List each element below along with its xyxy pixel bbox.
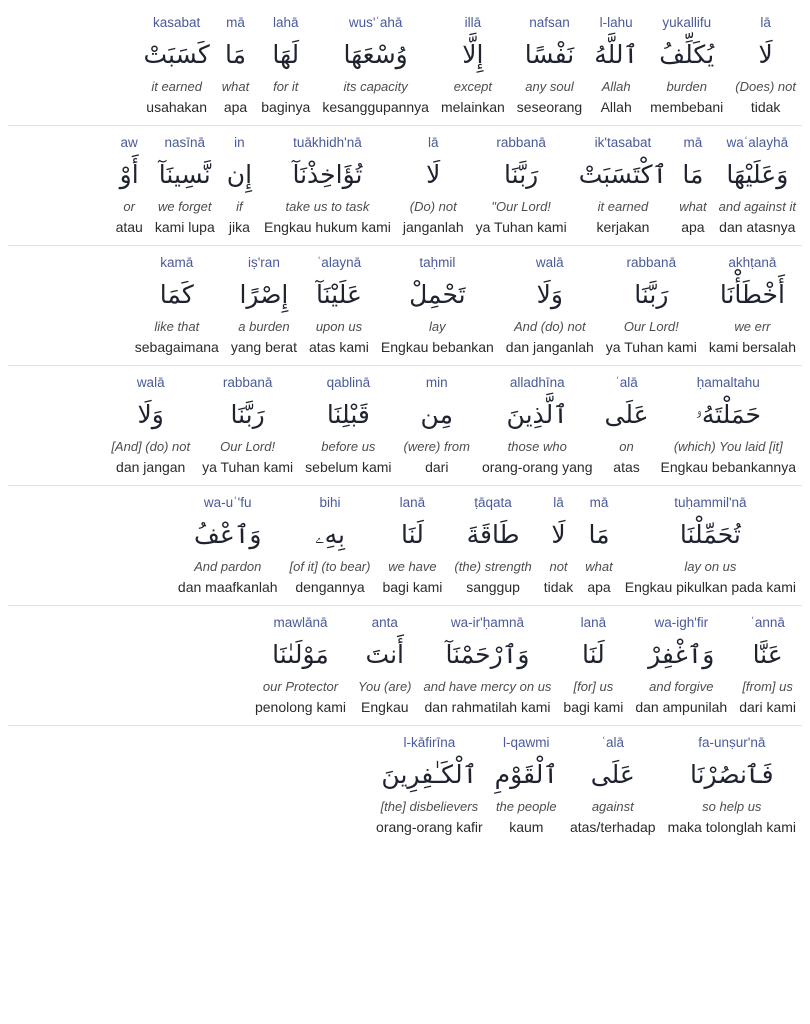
word-cell[interactable]	[316, 12, 435, 117]
word-transliteration[interactable]: l-qawmi	[503, 735, 550, 750]
word-arabic[interactable]: عَلَى	[604, 400, 649, 429]
word-arabic[interactable]: وَلَا	[137, 400, 164, 429]
word-cell[interactable]	[249, 612, 352, 717]
word-arabic[interactable]: وُسْعَهَا	[343, 40, 408, 69]
word-indonesian-gloss: jika	[228, 219, 250, 235]
word-cell[interactable]	[225, 252, 303, 357]
word-arabic[interactable]: قَبْلِنَا	[326, 400, 370, 429]
word-indonesian-gloss: kaum	[509, 819, 544, 835]
word-indonesian-gloss: yang berat	[230, 339, 297, 355]
word-arabic[interactable]: لَهَا	[272, 40, 300, 69]
word-indonesian-gloss: kerjakan	[596, 219, 650, 235]
word-cell[interactable]	[376, 492, 448, 597]
word-cell[interactable]	[557, 612, 629, 717]
word-transliteration[interactable]: lā	[428, 135, 439, 150]
word-arabic[interactable]: إِن	[226, 160, 253, 189]
word-indonesian-gloss: dan jangan	[116, 459, 186, 475]
word-cell[interactable]	[733, 612, 802, 717]
word-cell[interactable]	[299, 372, 397, 477]
word-cell[interactable]	[255, 12, 316, 117]
word-indonesian-gloss: ya Tuhan kami	[202, 459, 294, 475]
word-transliteration[interactable]: in	[234, 135, 245, 150]
word-cell[interactable]	[579, 492, 618, 597]
word-arabic[interactable]: أَخْطَأْنَا	[719, 280, 785, 309]
word-transliteration[interactable]: fa-unṣur'nā	[698, 735, 766, 750]
word-cell[interactable]	[196, 372, 299, 477]
word-arabic[interactable]: أَوْ	[119, 160, 139, 189]
word-cell[interactable]	[129, 252, 225, 357]
word-cell[interactable]	[655, 372, 802, 477]
word-cell[interactable]	[398, 372, 476, 477]
word-english-gloss: we err	[734, 319, 771, 334]
word-indonesian-gloss: dan atasnya	[719, 219, 796, 235]
word-cell[interactable]	[619, 492, 802, 597]
word-cell[interactable]	[284, 492, 377, 597]
word-arabic[interactable]: ٱلَّذِينَ	[506, 400, 568, 429]
word-transliteration[interactable]: akhṭanā	[728, 255, 777, 270]
word-english-gloss: And (do) not	[514, 319, 586, 334]
word-transliteration[interactable]: taḥmil	[419, 255, 456, 270]
word-english-gloss: upon us	[315, 319, 363, 334]
word-cell[interactable]	[105, 372, 196, 477]
word-english-gloss: (the) strength	[454, 559, 532, 574]
word-transliteration[interactable]: lā	[553, 495, 564, 510]
word-transliteration[interactable]: ḥamaltahu	[696, 375, 760, 390]
word-indonesian-gloss: Allah	[600, 99, 632, 115]
word-indonesian-gloss: atas/terhadap	[569, 819, 656, 835]
word-indonesian-gloss: kami lupa	[154, 219, 215, 235]
word-indonesian-gloss: Engkau bebankan	[380, 339, 494, 355]
word-transliteration[interactable]: nasīnā	[164, 135, 206, 150]
word-indonesian-gloss: Engkau pikulkan pada kami	[624, 579, 796, 595]
word-transliteration[interactable]: ik'tasabat	[594, 135, 652, 150]
word-english-gloss: we forget	[158, 199, 212, 214]
word-english-gloss: or	[123, 199, 135, 214]
word-indonesian-gloss: apa	[223, 99, 248, 115]
word-arabic[interactable]: وَٱرْحَمْنَآ	[445, 640, 530, 669]
word-indonesian-gloss: maka tolonglah kami	[667, 819, 796, 835]
word-arabic[interactable]: مَا	[682, 160, 704, 189]
word-arabic[interactable]: عَلَى	[590, 760, 635, 789]
verse-row	[8, 486, 802, 606]
word-english-gloss: what	[679, 199, 707, 214]
word-cell[interactable]	[476, 372, 599, 477]
word-cell[interactable]	[470, 132, 573, 237]
word-arabic[interactable]: لَا	[551, 520, 566, 549]
word-english-gloss: Allah	[601, 79, 631, 94]
word-cell[interactable]	[713, 132, 802, 237]
word-transliteration[interactable]: nafsan	[529, 15, 570, 30]
word-indonesian-gloss: orang-orang yang	[481, 459, 593, 475]
word-arabic[interactable]: لَا	[758, 40, 773, 69]
word-english-gloss: and have mercy on us	[423, 679, 552, 694]
word-transliteration[interactable]: wa-ir'ḥamnā	[450, 615, 525, 630]
word-cell[interactable]	[221, 132, 258, 237]
word-transliteration[interactable]: iṣ'ran	[247, 255, 280, 270]
verse-rows-container	[8, 6, 802, 845]
word-transliteration[interactable]: ʿalaynā	[316, 255, 362, 270]
word-transliteration[interactable]: tuḥammil'nā	[674, 495, 747, 510]
word-english-gloss: its capacity	[343, 79, 408, 94]
word-transliteration[interactable]: rabbanā	[496, 135, 546, 150]
word-cell[interactable]	[600, 252, 703, 357]
word-arabic[interactable]: ٱللَّهُ	[594, 40, 639, 69]
word-english-gloss: like that	[154, 319, 200, 334]
word-transliteration[interactable]: l-lahu	[599, 15, 633, 30]
word-cell[interactable]	[538, 492, 580, 597]
word-transliteration[interactable]: waʿalayhā	[726, 135, 789, 150]
word-arabic[interactable]: تُؤَاخِذْنَآ	[292, 160, 363, 189]
word-indonesian-gloss: dan rahmatilah kami	[424, 699, 551, 715]
word-english-gloss: and against it	[718, 199, 796, 214]
word-english-gloss: our Protector	[262, 679, 339, 694]
word-english-gloss: for it	[273, 79, 299, 94]
word-arabic[interactable]: رَبَّنَا	[634, 280, 669, 309]
word-transliteration[interactable]: bihi	[319, 495, 341, 510]
word-transliteration[interactable]: kamā	[160, 255, 194, 270]
word-transliteration[interactable]: mā	[589, 495, 609, 510]
word-arabic[interactable]: مَا	[225, 40, 247, 69]
word-transliteration[interactable]: lanā	[580, 615, 607, 630]
word-indonesian-gloss: melainkan	[440, 99, 505, 115]
verse-row	[8, 726, 802, 845]
word-english-gloss: burden	[666, 79, 707, 94]
word-transliteration[interactable]: tuākhidh'nā	[293, 135, 362, 150]
word-indonesian-gloss: Engkau	[361, 699, 409, 715]
word-indonesian-gloss: atas	[613, 459, 640, 475]
word-transliteration[interactable]: walā	[136, 375, 165, 390]
word-transliteration[interactable]: ʿalā	[615, 375, 638, 390]
word-cell[interactable]	[662, 732, 802, 837]
word-indonesian-gloss: janganlah	[402, 219, 464, 235]
word-english-gloss: a burden	[238, 319, 290, 334]
word-cell[interactable]	[110, 132, 149, 237]
word-transliteration[interactable]: mawlānā	[273, 615, 328, 630]
word-transliteration[interactable]: rabbanā	[222, 375, 273, 390]
word-transliteration[interactable]: lā	[760, 15, 771, 30]
word-transliteration[interactable]: aw	[120, 135, 138, 150]
word-cell[interactable]	[448, 492, 537, 597]
word-arabic[interactable]: لَنَا	[581, 640, 605, 669]
verse-row	[8, 606, 802, 726]
word-indonesian-gloss: dan maafkanlah	[177, 579, 278, 595]
word-transliteration[interactable]: lahā	[273, 15, 299, 30]
word-indonesian-gloss: atau	[115, 219, 143, 235]
word-arabic[interactable]: مَا	[588, 520, 610, 549]
word-transliteration[interactable]: lanā	[399, 495, 426, 510]
word-indonesian-gloss: usahakan	[146, 99, 207, 115]
word-indonesian-gloss: dengannya	[295, 579, 365, 595]
word-arabic[interactable]: رَبَّنَا	[504, 160, 539, 189]
word-english-gloss: and forgive	[649, 679, 714, 694]
word-cell[interactable]	[418, 612, 558, 717]
word-english-gloss: (Does) not	[735, 79, 796, 94]
word-english-gloss: (were) from	[403, 439, 470, 454]
word-arabic[interactable]: إِلَّا	[462, 40, 484, 69]
word-indonesian-gloss: dan ampunilah	[635, 699, 728, 715]
word-arabic[interactable]: رَبَّنَا	[230, 400, 265, 429]
word-english-gloss: lay	[429, 319, 446, 334]
word-arabic[interactable]: تَحْمِلْ	[409, 280, 466, 309]
word-indonesian-gloss: tidak	[750, 99, 781, 115]
word-english-gloss: [And] (do) not	[111, 439, 191, 454]
word-indonesian-gloss: Engkau bebankannya	[660, 459, 796, 475]
word-english-gloss: lay on us	[684, 559, 737, 574]
word-indonesian-gloss: bagi kami	[563, 699, 624, 715]
word-cell[interactable]	[588, 12, 644, 117]
word-transliteration[interactable]: ʿalā	[601, 735, 625, 750]
word-indonesian-gloss: ya Tuhan kami	[605, 339, 697, 355]
word-english-gloss: if	[236, 199, 243, 214]
word-transliteration[interactable]: wa-uʿ'fu	[203, 495, 252, 510]
word-cell[interactable]	[352, 612, 417, 717]
word-transliteration[interactable]: mā	[226, 15, 245, 30]
word-arabic[interactable]: عَنَّا	[752, 640, 783, 669]
word-indonesian-gloss: kesanggupannya	[322, 99, 429, 115]
word-cell[interactable]	[673, 132, 712, 237]
word-arabic[interactable]: وَٱعْفُ	[193, 520, 262, 549]
word-arabic[interactable]: كَمَا	[159, 280, 194, 309]
word-cell[interactable]	[435, 12, 511, 117]
word-cell[interactable]	[138, 12, 216, 117]
word-indonesian-gloss: dan janganlah	[505, 339, 594, 355]
word-indonesian-gloss: kami bersalah	[708, 339, 796, 355]
word-arabic[interactable]: نَّسِينَآ	[158, 160, 211, 189]
word-arabic[interactable]: بِهِۦ	[315, 520, 345, 549]
verse-row	[8, 6, 802, 126]
word-transliteration[interactable]: qablinā	[326, 375, 371, 390]
word-indonesian-gloss: bagi kami	[382, 579, 443, 595]
word-arabic[interactable]: ٱكْتَسَبَتْ	[578, 160, 668, 189]
word-english-gloss: except	[453, 79, 493, 94]
word-english-gloss: [from] us	[742, 679, 793, 694]
word-arabic[interactable]: وَٱغْفِرْ	[648, 640, 715, 669]
word-transliteration[interactable]: wa-igh'fir	[654, 615, 709, 630]
word-english-gloss: before us	[321, 439, 376, 454]
word-cell[interactable]	[564, 732, 662, 837]
word-cell[interactable]	[489, 732, 564, 837]
verse-row	[8, 126, 802, 246]
word-arabic[interactable]: طَاقَةَ	[466, 520, 520, 549]
word-cell[interactable]	[303, 252, 375, 357]
word-cell[interactable]	[375, 252, 500, 357]
word-indonesian-gloss: tidak	[543, 579, 574, 595]
word-cell[interactable]	[644, 12, 729, 117]
word-arabic[interactable]: نَفْسًا	[524, 40, 575, 69]
word-cell[interactable]	[370, 732, 489, 837]
word-english-gloss: what	[221, 79, 250, 94]
word-english-gloss: [of it] (to bear)	[289, 559, 371, 574]
word-english-gloss: not	[549, 559, 568, 574]
word-cell[interactable]	[216, 12, 255, 117]
word-cell[interactable]	[500, 252, 600, 357]
word-transliteration[interactable]: yukallifu	[662, 15, 712, 30]
verse-row	[8, 246, 802, 366]
word-cell[interactable]	[629, 612, 733, 717]
word-indonesian-gloss: orang-orang kafir	[376, 819, 483, 835]
word-arabic[interactable]: حَمَلْتَهُۥ	[695, 400, 761, 429]
word-cell[interactable]	[172, 492, 284, 597]
word-cell[interactable]	[511, 12, 588, 117]
word-cell[interactable]	[599, 372, 655, 477]
word-transliteration[interactable]: min	[425, 375, 448, 390]
word-arabic[interactable]: فَٱنصُرْنَا	[689, 760, 774, 789]
word-transliteration[interactable]: ṭāqata	[474, 495, 512, 510]
word-transliteration[interactable]: alladhīna	[509, 375, 565, 390]
word-arabic[interactable]: عَلَيْنَآ	[316, 280, 362, 309]
word-english-gloss: [the] disbelievers	[380, 799, 479, 814]
word-cell[interactable]	[397, 132, 470, 237]
word-cell[interactable]	[573, 132, 674, 237]
word-english-gloss: what	[585, 559, 613, 574]
word-arabic[interactable]: وَلَا	[536, 280, 563, 309]
word-indonesian-gloss: Engkau hukum kami	[264, 219, 391, 235]
word-indonesian-gloss: penolong kami	[254, 699, 347, 715]
word-indonesian-gloss: sebagaimana	[134, 339, 219, 355]
word-english-gloss: against	[591, 799, 634, 814]
word-indonesian-gloss: sanggup	[466, 579, 520, 595]
word-english-gloss: [for] us	[573, 679, 614, 694]
word-cell[interactable]	[149, 132, 221, 237]
word-indonesian-gloss: dari kami	[739, 699, 796, 715]
word-english-gloss: we have	[388, 559, 437, 574]
word-cell[interactable]	[703, 252, 802, 357]
word-english-gloss: those who	[507, 439, 567, 454]
word-indonesian-gloss: baginya	[261, 99, 311, 115]
word-arabic[interactable]: وَعَلَيْهَا	[726, 160, 789, 189]
word-transliteration[interactable]: kasabat	[153, 15, 201, 30]
word-english-gloss: You (are)	[358, 679, 412, 694]
word-english-gloss: "Our Lord!	[491, 199, 551, 214]
word-transliteration[interactable]: wus'ʿahā	[348, 15, 403, 30]
word-transliteration[interactable]: ʿannā	[750, 615, 785, 630]
word-arabic[interactable]: أَنتَ	[365, 640, 404, 669]
word-indonesian-gloss: apa	[681, 219, 705, 235]
word-english-gloss: on	[619, 439, 634, 454]
word-transliteration[interactable]: walā	[535, 255, 564, 270]
word-indonesian-gloss: apa	[587, 579, 611, 595]
word-indonesian-gloss: dari	[425, 459, 449, 475]
word-english-gloss: take us to task	[285, 199, 370, 214]
word-arabic[interactable]: كَسَبَتْ	[143, 40, 210, 69]
word-indonesian-gloss: ya Tuhan kami	[475, 219, 567, 235]
word-transliteration[interactable]: rabbanā	[626, 255, 677, 270]
word-transliteration[interactable]: l-kāfirīna	[403, 735, 456, 750]
word-english-gloss: (which) You laid [it]	[673, 439, 783, 454]
word-cell[interactable]	[729, 12, 802, 117]
word-arabic[interactable]: لَا	[426, 160, 441, 189]
word-arabic[interactable]: مَوْلَىٰنَا	[272, 640, 329, 669]
word-arabic[interactable]: تُحَمِّلْنَا	[679, 520, 741, 549]
word-cell[interactable]	[258, 132, 397, 237]
word-arabic[interactable]: إِصْرًا	[239, 280, 289, 309]
word-indonesian-gloss: atas kami	[309, 339, 369, 355]
word-indonesian-gloss: sebelum kami	[305, 459, 392, 475]
word-english-gloss: any soul	[525, 79, 574, 94]
word-transliteration[interactable]: anta	[371, 615, 398, 630]
word-transliteration[interactable]: mā	[683, 135, 703, 150]
word-english-gloss: it earned	[151, 79, 202, 94]
word-indonesian-gloss: seseorang	[516, 99, 583, 115]
word-arabic[interactable]: مِن	[420, 400, 453, 429]
word-english-gloss: Our Lord!	[220, 439, 276, 454]
word-arabic[interactable]: ٱلْكَـٰفِرِينَ	[381, 760, 478, 789]
word-english-gloss: so help us	[702, 799, 762, 814]
verse-row	[8, 366, 802, 486]
word-english-gloss: the people	[495, 799, 557, 814]
word-indonesian-gloss: membebani	[650, 99, 724, 115]
word-arabic[interactable]: يُكَلِّفُ	[659, 40, 715, 69]
word-arabic[interactable]: ٱلْقَوْمِ	[494, 760, 558, 789]
word-transliteration[interactable]: illā	[464, 15, 482, 30]
word-english-gloss: it earned	[597, 199, 649, 214]
word-english-gloss: And pardon	[194, 559, 262, 574]
word-english-gloss: Our Lord!	[623, 319, 679, 334]
word-arabic[interactable]: لَنَا	[401, 520, 424, 549]
word-english-gloss: (Do) not	[409, 199, 457, 214]
